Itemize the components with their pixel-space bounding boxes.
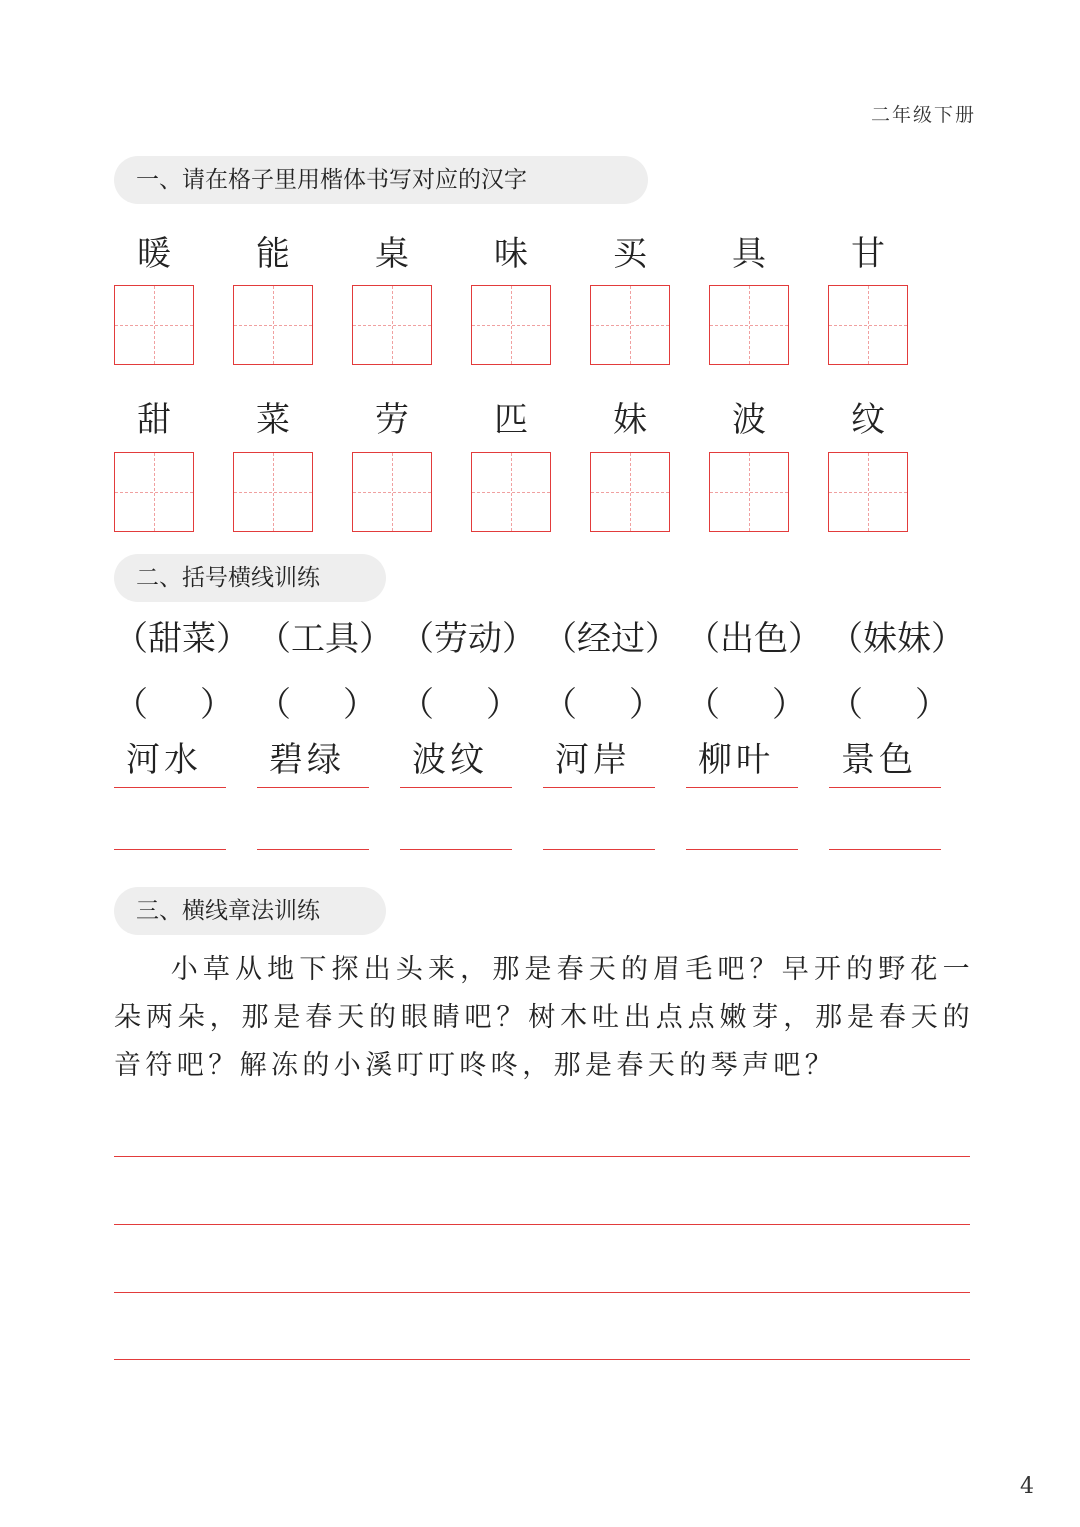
close-paren: ） — [629, 685, 663, 725]
paren-word: （经过） — [543, 619, 679, 659]
close-paren: ） — [343, 685, 377, 725]
writing-grid-box[interactable] — [828, 285, 908, 365]
empty-paren-field[interactable] — [543, 680, 663, 730]
empty-paren-field[interactable] — [114, 680, 234, 730]
underlined-word: 河岸 — [543, 738, 655, 788]
copy-writing-line[interactable] — [114, 1156, 970, 1157]
grade-label: 二年级下册 — [870, 104, 976, 126]
writing-grid-box[interactable] — [471, 285, 551, 365]
open-paren: （ — [686, 685, 720, 725]
close-paren: ） — [915, 685, 949, 725]
char-label: 波 — [732, 400, 766, 440]
paren-word: （劳动） — [400, 619, 536, 659]
char-label: 菜 — [256, 400, 290, 440]
writing-grid-box[interactable] — [352, 452, 432, 532]
open-paren: （ — [114, 685, 148, 725]
section3-title: 三、横线章法训练 — [114, 887, 386, 935]
char-label: 暖 — [137, 234, 171, 274]
char-label: 甘 — [851, 234, 885, 274]
paren-word: （甜菜） — [114, 619, 250, 659]
writing-grid-box[interactable] — [590, 285, 670, 365]
blank-writing-line[interactable] — [257, 849, 369, 850]
empty-paren-field[interactable] — [686, 680, 806, 730]
char-label: 具 — [732, 234, 766, 274]
underlined-word: 柳叶 — [686, 738, 798, 788]
writing-grid-box[interactable] — [114, 452, 194, 532]
empty-paren-row — [114, 680, 954, 730]
char-label: 买 — [613, 234, 647, 274]
writing-grid-box[interactable] — [352, 285, 432, 365]
copy-writing-line[interactable] — [114, 1224, 970, 1225]
underlined-word: 碧绿 — [257, 738, 369, 788]
open-paren: （ — [543, 685, 577, 725]
writing-grid-box[interactable] — [828, 452, 908, 532]
close-paren: ） — [200, 685, 234, 725]
char-label: 劳 — [375, 400, 409, 440]
underlined-word: 波纹 — [400, 738, 512, 788]
writing-grid-box[interactable] — [233, 452, 313, 532]
writing-grid-box[interactable] — [709, 452, 789, 532]
writing-grid-row-2 — [114, 452, 914, 532]
close-paren: ） — [772, 685, 806, 725]
underlined-word-row — [114, 738, 954, 788]
char-row-2 — [114, 400, 914, 440]
empty-paren-field[interactable] — [829, 680, 949, 730]
open-paren: （ — [257, 685, 291, 725]
blank-writing-line[interactable] — [400, 849, 512, 850]
blank-writing-line[interactable] — [114, 849, 226, 850]
paren-word-row — [114, 614, 965, 664]
writing-grid-box[interactable] — [114, 285, 194, 365]
blank-writing-line[interactable] — [686, 849, 798, 850]
underlined-word: 景色 — [829, 738, 941, 788]
writing-grid-box[interactable] — [233, 285, 313, 365]
blank-writing-line[interactable] — [543, 849, 655, 850]
section1-title: 一、请在格子里用楷体书写对应的汉字 — [114, 156, 648, 204]
char-label: 味 — [494, 234, 528, 274]
paren-word: （工具） — [257, 619, 393, 659]
blank-writing-line[interactable] — [829, 849, 941, 850]
copy-writing-line[interactable] — [114, 1359, 970, 1360]
char-label: 匹 — [494, 400, 528, 440]
copy-writing-line[interactable] — [114, 1292, 970, 1293]
char-label: 甜 — [137, 400, 171, 440]
paren-word: （妹妹） — [829, 619, 965, 659]
writing-grid-box[interactable] — [471, 452, 551, 532]
section2-title: 二、括号横线训练 — [114, 554, 386, 602]
char-row-1 — [114, 234, 914, 274]
paren-word: （出色） — [686, 619, 822, 659]
writing-grid-box[interactable] — [709, 285, 789, 365]
writing-grid-row-1 — [114, 285, 914, 365]
open-paren: （ — [829, 685, 863, 725]
underlined-word: 河水 — [114, 738, 226, 788]
empty-paren-field[interactable] — [257, 680, 377, 730]
char-label: 纹 — [851, 400, 885, 440]
close-paren: ） — [486, 685, 520, 725]
char-label: 能 — [256, 234, 290, 274]
empty-paren-field[interactable] — [400, 680, 520, 730]
char-label: 桌 — [375, 234, 409, 274]
open-paren: （ — [400, 685, 434, 725]
page-number: 4 — [1020, 1474, 1034, 1499]
char-label: 妹 — [613, 400, 647, 440]
passage-text: 小草从地下探出头来，那是春天的眉毛吧？早开的野花一朵两朵，那是春天的眼睛吧？树木吐出点点嫩芽，那是春天的音符吧？解冻的小溪叮叮咚咚，那是春天的琴声吧？ — [114, 954, 974, 1081]
writing-grid-box[interactable] — [590, 452, 670, 532]
